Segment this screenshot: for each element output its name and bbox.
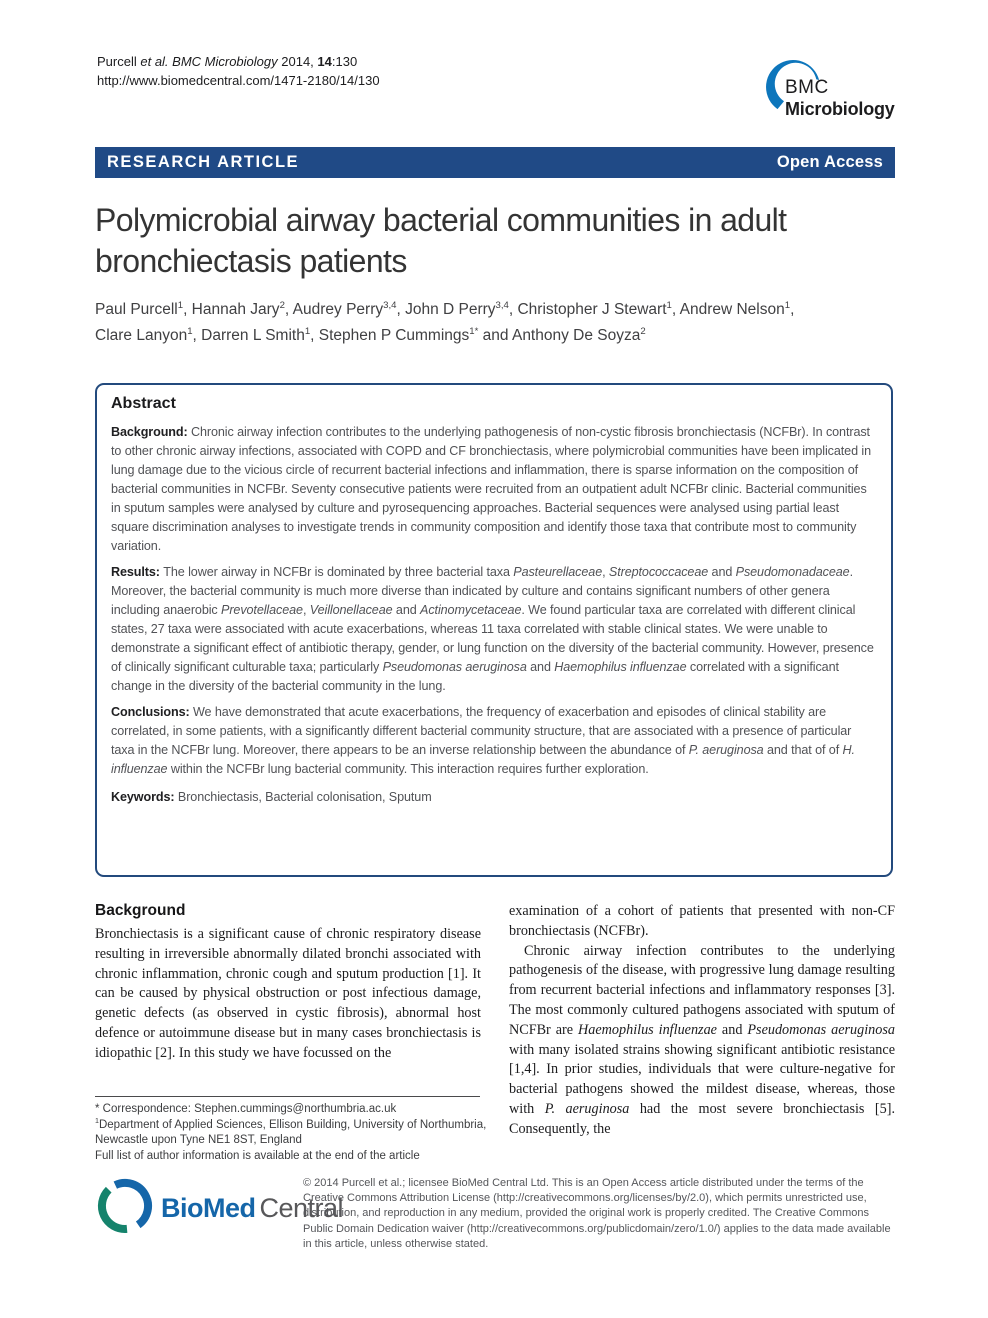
section-heading-background: Background: [95, 902, 186, 919]
author-list: [95, 297, 895, 349]
citation-line: Purcell et al. BMC Microbiology 2014, 14:130: [97, 54, 358, 69]
article-title: Polymicrobial airway bacterial communities in adult bronchiectasis patients: [95, 202, 787, 279]
header-citation: [97, 52, 380, 90]
abstract-conclusions-paragraph: Conclusions: We have demonstrated that acute exacerbations, the frequency of exacerbation and episodes of clinical stability are correlated, in some patients, with a significantly different bacterial community structure, that are associated with a presence of particular taxa in the NCFBr lung. Moreover, there appears to be an inverse relationship between the abundance of P. aeruginosa and that of of H. influenzae within the NCFBr lung bacterial community. This interaction requires further exploration.: [111, 705, 855, 776]
abstract-heading: Abstract: [111, 395, 176, 412]
article-type-bar: [95, 147, 895, 178]
open-access-label: Open Access: [776, 153, 883, 171]
citation-url: http://www.biomedcentral.com/1471-2180/14/130: [97, 73, 380, 88]
author-list-line2: Clare Lanyon$^1$, Darren L Smith$^1$, Stephen P Cummings$^{1*}$ and Anthony De Soyza$^2$: [95, 325, 646, 344]
abstract-results-paragraph: Results: The lower airway in NCFBr is dominated by three bacterial taxa Pasteurellaceae, Streptococcaceae and Pseudomonadaceae. Moreover, the bacterial community is much more diverse than indicated by culture and contains significant numbers of other genera including anaerobic Prevotellaceae, Veillonellaceae and Actinomycetaceae. We found particular taxa are correlated with different clinical states, 27 taxa were associated with acute exacerbations, whereas 11 taxa correlated with stable clinical states. We were unable to demonstrate a significant effect of antibiotic therapy, gender, or lung function on the diversity of the bacterial community. However, presence of clinically significant culturable taxa; particularly Pseudomonas aeruginosa and Haemophilus influenzae correlated with a significant change in the diversity of the bacterial community in the lung.: [111, 565, 874, 693]
footnote-block: [95, 1096, 487, 1164]
biomed-central-ring-icon: [95, 1176, 155, 1241]
correspondence-note: * Correspondence: Stephen.cummings@northumbria.ac.uk: [95, 1103, 397, 1115]
biomed-central-logo: [95, 1176, 344, 1241]
author-info-note: Full list of author information is available at the end of the article: [95, 1149, 420, 1162]
body-right-paragraph-1: examination of a cohort of patients that presented with non-CF bronchiectasis (NCFBr).: [509, 903, 895, 939]
research-article-label: RESEARCH ARTICLE: [107, 153, 300, 171]
footnote-divider: [95, 1096, 480, 1097]
journal-logo-line2: Microbiology: [785, 99, 895, 119]
central-wordmark: Central: [259, 1193, 344, 1223]
affiliation-note: $^1$Department of Applied Sciences, Ellison Building, University of Northumbria, Newcastle upon Tyne NE1 8ST, England: [95, 1116, 487, 1146]
abstract-keywords: Keywords: Bronchiectasis, Bacterial colonisation, Sputum: [111, 790, 432, 804]
journal-logo: [760, 54, 940, 132]
abstract-panel: [95, 383, 893, 877]
journal-logo-line1: BMC: [785, 77, 829, 98]
abstract-background-paragraph: Background: Chronic airway infection contributes to the underlying pathogenesis of non-cystic fibrosis bronchiectasis (NCFBr). In contrast to other chronic airway infections, associated with COPD and CF bronchiectasis, where polymicrobial communities have been implicated in lung damage due to the vicious circle of recurrent bacterial infections and inflammation, there is sparse information on the composition of bacterial communities in NCFBr. Seventy consecutive patients were recruited from an outpatient adult NCFBr clinic. Bacterial communities in sputum samples were analysed by culture and pyrosequencing approaches. Bacterial sequences were analysed using partial least square discrimination analyses to investigate trends in community composition and identify those taxa that contribute most to community variation.: [111, 425, 871, 553]
body-right-column: [509, 902, 895, 1140]
body-right-paragraph-2: Chronic airway infection contributes to the underlying pathogenesis of the disease, with progressive lung damage resulting from recurrent bacterial infections and inflammatory responses [3]. The most commonly cultured pathogens associated with sputum of NCFBr are Haemophilus influenzae and Pseudomonas aeruginosa with many isolated strains showing significant antibiotic resistance [1,4]. In prior studies, individuals that were culture-negative for bacterial pathogens showed the mildest disease, whereas, those with P. aeruginosa had the most severe bronchiectasis [5]. Consequently, the: [509, 942, 895, 1137]
body-left-paragraph: Bronchiectasis is a significant cause of chronic respiratory disease resulting in irreversible abnormally dilated bronchi associated with chronic inflammation, chronic cough and sputum production [1]. It can be caused by physical obstruction or post infectious damage, genetic defects (as observed in cystic fibrosis), abnormal host defence or autoimmune disease but in many cases bronchiectasis is idiopathic [2]. In this study we have focussed on the: [95, 926, 481, 1061]
author-list-line1: Paul Purcell$^1$, Hannah Jary$^2$, Audrey Perry$^{3,4}$, John D Perry$^{3,4}$, Christopher J Stewart$^1$, Andrew Nelson$^1$,: [95, 299, 795, 318]
biomed-wordmark: BioMed: [161, 1193, 256, 1223]
page-footer: [95, 1176, 895, 1252]
license-text: © 2014 Purcell et al.; licensee BioMed Central Ltd. This is an Open Access article distributed under the terms of the Creative Commons Attribution License (http://creativecommons.org/licenses/by/2.0), which permits unrestricted use, distribution, and reproduction in any medium, provided the original work is properly credited. The Creative Commons Public Domain Dedication waiver (http://creativecommons.org/publicdomain/zero/1.0/) applies to the data made available in this article, unless otherwise stated.: [303, 1177, 891, 1250]
